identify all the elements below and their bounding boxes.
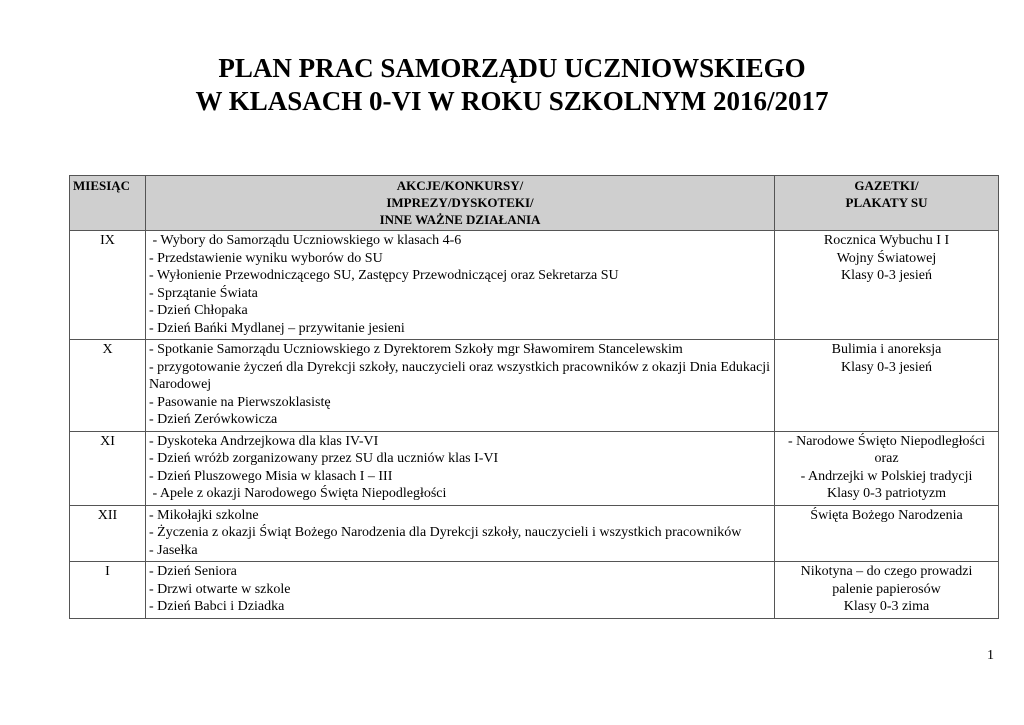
poster-line: Wojny Światowej: [836, 250, 937, 266]
poster-line: palenie papierosów: [832, 581, 941, 597]
header-posters-line: GAZETKI/: [854, 178, 919, 193]
action-item: - Dzień Bańki Mydlanej – przywitanie jesieni: [149, 320, 405, 336]
poster-line: - Narodowe Święto Niepodległości: [787, 433, 986, 449]
title-line-2: W KLASACH 0-VI W ROKU SZKOLNYM 2016/2017: [195, 86, 829, 116]
header-posters: [775, 176, 999, 231]
action-item: - Mikołajki szkolne: [149, 507, 259, 523]
month-cell: X: [70, 340, 146, 432]
header-row: [70, 176, 999, 231]
actions-cell: [146, 340, 775, 432]
actions-cell: [146, 562, 775, 619]
poster-line: oraz: [874, 451, 899, 466]
header-actions-line: IMPREZY/DYSKOTEKI/: [386, 195, 534, 210]
header-actions-line: INNE WAŻNE DZIAŁANIA: [379, 212, 541, 227]
poster-line: Rocznica Wybuchu I I: [823, 233, 950, 248]
month-cell: IX: [70, 231, 146, 340]
action-item: - Sprzątanie Świata: [149, 285, 258, 301]
poster-line: Klasy 0-3 zima: [843, 599, 930, 614]
poster-line: Klasy 0-3 jesień: [841, 268, 932, 283]
posters-cell: [775, 562, 999, 619]
poster-line: - Andrzejki w Polskiej tradycji: [800, 468, 973, 484]
actions-cell: [146, 431, 775, 505]
month-cell: XII: [70, 505, 146, 562]
poster-line: Bulimia i anoreksja: [831, 342, 942, 357]
action-item: - przygotowanie życzeń dla Dyrekcji szkoły, nauczycieli oraz wszystkich pracowników z okazji Dnia Edukacji Narodowej: [149, 359, 771, 392]
document-title: [0, 52, 1024, 118]
month-cell: XI: [70, 431, 146, 505]
month-cell: I: [70, 562, 146, 619]
plan-table: [69, 175, 999, 619]
action-item: - Pasowanie na Pierwszoklasistę: [149, 394, 331, 410]
action-item: - Jasełka: [149, 542, 198, 558]
header-month-label: MIESIĄC: [73, 178, 131, 193]
action-item: - Dzień Babci i Dziadka: [149, 599, 285, 614]
action-item: - Dzień wróżb zorganizowany przez SU dla uczniów klas I-VI: [149, 451, 499, 466]
action-item: - Dyskoteka Andrzejkowa dla klas IV-VI: [149, 433, 379, 449]
action-item: - Dzień Chłopaka: [149, 303, 248, 318]
action-item: - Dzień Pluszowego Misia w klasach I – III: [149, 468, 393, 484]
table-row: [70, 562, 999, 619]
posters-cell: [775, 431, 999, 505]
action-item: - Drzwi otwarte w szkole: [149, 581, 291, 597]
action-item: - Przedstawienie wyniku wyborów do SU: [149, 250, 383, 266]
action-item: - Apele z okazji Narodowego Święta Niepodległości: [149, 486, 447, 501]
action-item: - Wyłonienie Przewodniczącego SU, Zastępcy Przewodniczącej oraz Sekretarza SU: [149, 268, 619, 283]
posters-cell: [775, 340, 999, 432]
actions-cell: [146, 505, 775, 562]
poster-line: Klasy 0-3 patriotyzm: [827, 486, 946, 501]
posters-cell: [775, 231, 999, 340]
table-row: [70, 505, 999, 562]
posters-cell: [775, 505, 999, 562]
table-row: [70, 340, 999, 432]
page-number: 1: [987, 648, 994, 663]
action-item: - Dzień Zerówkowicza: [149, 412, 278, 427]
poster-line: Klasy 0-3 jesień: [841, 359, 932, 375]
action-item: - Wybory do Samorządu Uczniowskiego w klasach 4-6: [149, 233, 462, 248]
poster-line: Święta Bożego Narodzenia: [810, 507, 963, 523]
table-row: [70, 231, 999, 340]
actions-cell: [146, 231, 775, 340]
table-row: [70, 431, 999, 505]
poster-line: Nikotyna – do czego prowadzi: [800, 564, 973, 579]
action-item: - Życzenia z okazji Świąt Bożego Narodzenia dla Dyrekcji szkoły, nauczycieli i wszystkich pracowników: [149, 525, 742, 540]
action-item: - Dzień Seniora: [149, 564, 237, 579]
action-item: - Spotkanie Samorządu Uczniowskiego z Dyrektorem Szkoły mgr Sławomirem Stancelewskim: [149, 342, 683, 357]
header-month: [70, 176, 146, 231]
header-actions: [146, 176, 775, 231]
header-posters-line: PLAKATY SU: [845, 195, 928, 210]
title-line-1: PLAN PRAC SAMORZĄDU UCZNIOWSKIEGO: [218, 53, 806, 83]
header-actions-line: AKCJE/KONKURSY/: [396, 178, 524, 193]
